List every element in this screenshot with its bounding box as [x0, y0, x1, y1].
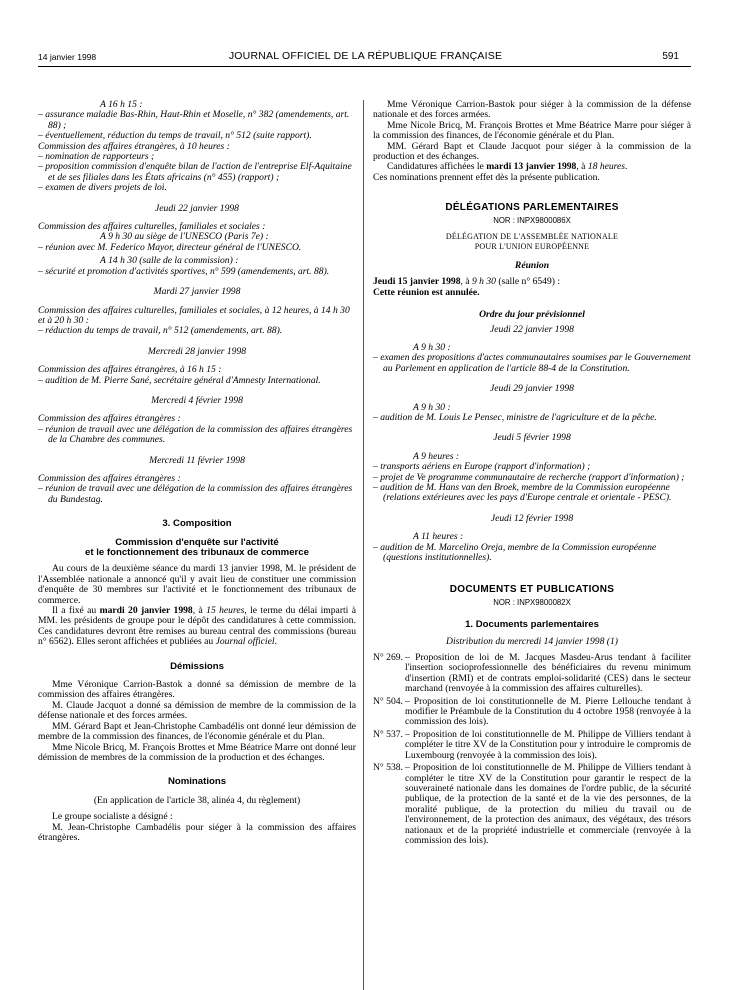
section-heading: 3. Composition	[162, 518, 232, 530]
header-rule	[38, 66, 691, 67]
agenda-list	[373, 413, 691, 423]
time-heading: A 11 heures :	[413, 531, 464, 543]
document-entry	[373, 697, 691, 728]
agenda-list	[373, 543, 691, 564]
document-entries	[373, 653, 691, 846]
document-number: N° 537.	[373, 728, 403, 740]
meeting-notice: Jeudi 15 janvier 1998, à 9 h 30 (salle n° 6549) :	[373, 276, 561, 288]
agenda-list	[38, 152, 356, 194]
paragraph: Au cours de la deuxième séance du mardi 13 janvier 1998, M. le président de l'Assemblée nationale a annoncé qu'il y avait lieu de constituer une commission d'enquête de 30 membres sur l'activité et le fonctionnement des tribunaux de commerce.	[38, 563, 356, 606]
list-item: – projet de Ve programme communautaire de recherche (rapport d'information) ;	[373, 471, 685, 483]
date-heading: Jeudi 29 janvier 1998	[490, 383, 574, 395]
header-title: JOURNAL OFFICIEL DE LA RÉPUBLIQUE FRANÇAISE	[228, 50, 503, 62]
document-entry	[373, 763, 691, 846]
commission-heading: Commission des affaires culturelles, familiales et sociales :	[38, 221, 266, 233]
date-heading: Jeudi 12 février 1998	[490, 512, 574, 524]
header-page-number: 591	[662, 51, 679, 62]
paragraph-list	[38, 680, 356, 763]
list-item: MM. Gérard Bapt et Jean-Christophe Cambadélis ont donné leur démission de membre de la commission des finances, de l'économie générale et du Plan.	[38, 720, 356, 743]
paragraph: Il a fixé au mardi 20 janvier 1998, à 15 heures, le terme du délai imparti à MM. les présidents de groupe pour le dépôt des candidatures à cette commission. Ces candidatures devront être remises au bureau central des commissions (bureau n° 6562). Elles seront affichées et publiées au Journal officiel.	[38, 605, 356, 648]
subsection-heading: Ordre du jour prévisionnel	[479, 309, 585, 321]
date-heading: Mercredi 28 janvier 1998	[147, 345, 247, 357]
regulation-note: (En application de l'article 38, alinéa 4, du règlement)	[93, 794, 301, 806]
document-description: – Proposition de loi constitutionnelle de M. Philippe de Villiers tendant à compléter le titre XV de la Constitution pour y introduire le compromis de Luxembourg (renvoyée à la commission des lois).	[405, 728, 691, 761]
commission-heading: Commission des affaires étrangères :	[38, 472, 181, 484]
agenda-list	[38, 326, 356, 336]
commission-heading: Commission des affaires culturelles, familiales et sociales, à 12 heures, à 14 h 30 et à 20 h 30 :	[38, 304, 350, 326]
section-heading: DÉLÉGATIONS PARLEMENTAIRES	[445, 202, 619, 214]
delegation-name: DÉLÉGATION DE L'ASSEMBLÉE NATIONALE	[445, 232, 619, 242]
document-number: N° 504.	[373, 695, 403, 707]
list-item: Mme Véronique Carrion-Bastok a donné sa démission de membre de la commission des affaires étrangères.	[38, 679, 356, 701]
right-column	[373, 100, 691, 846]
subsection-heading: 1. Documents parlementaires	[465, 619, 599, 631]
meeting-cancelled: Cette réunion est annulée.	[373, 286, 480, 298]
date-heading: Jeudi 22 janvier 1998	[155, 202, 239, 214]
time-heading: A 9 heures :	[413, 450, 460, 462]
document-description: – Proposition de loi de M. Jacques Masdeu-Arus tendant à faciliter l'insertion socioprofessionnelle des bénéficiaires du revenu minimum d'insertion (RMI) et de contrats emploi-solidarité (CES) dans le secteur marchand (renvoyée à la commission des affaires culturelles).	[405, 652, 691, 695]
list-item: MM. Gérard Bapt et Claude Jacquot pour siéger à la commission de la production et des échanges.	[373, 140, 691, 163]
agenda-list	[38, 110, 356, 141]
header-date: 14 janvier 1998	[38, 52, 97, 62]
nor-reference: NOR : INPX9800086X	[493, 215, 571, 225]
list-item: – transports aériens en Europe (rapport d'information) ;	[373, 461, 591, 473]
time-heading: A 16 h 15 :	[100, 99, 143, 110]
list-item: – proposition commission d'enquête bilan de l'action de l'entreprise Elf-Aquitaine et de ses filiales dans les États africains (n° 455) (rapport) ;	[38, 161, 352, 183]
list-item: – réunion avec M. Federico Mayor, directeur général de l'UNESCO.	[38, 241, 302, 253]
agenda-list	[38, 425, 356, 446]
paragraph-list	[38, 812, 356, 843]
subsection-heading: Réunion	[514, 259, 550, 271]
subsection-heading: Nominations	[167, 776, 227, 788]
list-item: – audition de M. Hans van den Broek, membre de la Commission européenne (relations extérieures avec les pays d'Europe centrale et orientale - PESC).	[373, 481, 672, 504]
commission-heading: Commission des affaires étrangères, à 16 h 15 :	[38, 364, 222, 376]
document-entry	[373, 653, 691, 695]
list-item: – audition de M. Louis Le Pensec, ministre de l'agriculture et de la pêche.	[373, 411, 657, 423]
subsection-title: Commission d'enquête sur l'activité	[115, 536, 279, 548]
list-item: Mme Nicole Bricq, M. François Brottes et Mme Béatrice Marre pour siéger à la commission des finances, de l'économie générale et du Plan.	[373, 119, 691, 142]
delegation-name: POUR L'UNION EUROPÉENNE	[474, 242, 590, 252]
list-item: – réduction du temps de travail, n° 512 (amendements, art. 88).	[38, 325, 283, 337]
list-item: – réunion de travail avec une délégation de la commission des affaires étrangères du Bundestag.	[38, 483, 353, 505]
agenda-list	[38, 484, 356, 505]
subsection-title: et le fonctionnement des tribunaux de commerce	[85, 547, 309, 558]
document-number: N° 538.	[373, 762, 403, 774]
list-item: M. Jean-Christophe Cambadélis pour siéger à la commission des affaires étrangères.	[38, 821, 356, 843]
list-item: Mme Nicole Bricq, M. François Brottes et Mme Béatrice Marre ont donné leur démission de membres de la commission de la production et des échanges.	[38, 741, 356, 763]
time-heading: A 9 h 30 :	[413, 341, 451, 353]
list-item: M. Claude Jacquot a donné sa démission de membre de la commission de la défense nationale et des forces armées.	[38, 699, 356, 722]
section-heading: DOCUMENTS ET PUBLICATIONS	[449, 584, 615, 596]
time-heading: A 14 h 30 (salle de la commission) :	[100, 255, 239, 267]
subsection-heading: Démissions	[170, 660, 224, 672]
date-heading: Mardi 27 janvier 1998	[153, 286, 241, 298]
time-heading: A 9 h 30 :	[413, 401, 451, 413]
list-item: – réunion de travail avec une délégation de la commission des affaires étrangères de la Chambre des communes.	[38, 423, 353, 446]
agenda-list	[38, 267, 356, 277]
list-item: – audition de M. Pierre Sané, secrétaire général d'Amnesty International.	[38, 374, 321, 386]
list-item: – examen de divers projets de loi.	[38, 182, 167, 194]
nor-reference: NOR : INPX9800082X	[493, 597, 571, 607]
list-item: – examen des propositions d'actes communautaires soumises par le Gouvernement au Parlement en application de l'article 88-4 de la Constitution.	[373, 352, 691, 374]
left-column	[38, 100, 356, 843]
distribution-heading: Distribution du mercredi 14 janvier 1998 (1)	[446, 635, 618, 647]
commission-heading: Commission des affaires étrangères :	[38, 413, 181, 425]
list-item: Le groupe socialiste a désigné :	[52, 811, 173, 823]
list-item: Mme Véronique Carrion-Bastok pour siéger à la commission de la défense nationale et des forces armées.	[373, 99, 691, 121]
date-heading: Jeudi 5 février 1998	[493, 432, 571, 444]
date-heading: Mercredi 11 février 1998	[149, 454, 245, 466]
agenda-list	[373, 353, 691, 374]
list-item: – audition de M. Marcelino Oreja, membre de la Commission européenne (questions institutionnelles).	[373, 541, 657, 563]
document-description: – Proposition de loi constitutionnelle de M. Pierre Lellouche tendant à modifier le Préambule de la Constitution du 4 octobre 1958 (renvoyée à la commission des lois).	[405, 695, 691, 728]
agenda-list	[373, 462, 691, 504]
column-divider	[363, 100, 364, 990]
date-heading: Mercredi 4 février 1998	[151, 394, 243, 406]
agenda-list	[38, 243, 356, 253]
paragraph: Ces nominations prennent effet dès la présente publication.	[373, 171, 600, 183]
commission-heading: Commission des affaires étrangères, à 10 heures :	[38, 140, 230, 152]
paragraph: Candidatures affichées le mardi 13 janvier 1998, à 18 heures.	[387, 161, 628, 173]
list-item: – éventuellement, réduction du temps de travail, n° 512 (suite rapport).	[38, 130, 312, 142]
document-number: N° 269.	[373, 652, 403, 664]
list-item: – assurance maladie Bas-Rhin, Haut-Rhin et Moselle, n° 382 (amendements, art. 88) ;	[38, 109, 350, 131]
date-heading: Jeudi 22 janvier 1998	[490, 323, 574, 335]
document-entry	[373, 730, 691, 761]
paragraph-list	[373, 100, 691, 162]
list-item: – nomination de rapporteurs ;	[38, 151, 155, 163]
document-description: – Proposition de loi constitutionnelle de M. Philippe de Villiers tendant à compléter le titre XV de la Constitution pour garantir le respect de la souveraineté nationale dans les domaines de l'ordre public, de la sécurité publique, de la protection de la santé et de la vie des personnes, de la moralité publique, de la protection du milieu du travail ou de l'environnement, de la protection des animaux, des végétaux, des trésors nationaux et de la propriété industrielle et commerciale (renvoyée à la commission des lois).	[405, 762, 691, 846]
agenda-list	[38, 376, 356, 386]
list-item: – sécurité et promotion d'activités sportives, n° 599 (amendements, art. 88).	[38, 265, 330, 277]
time-heading: A 9 h 30 au siège de l'UNESCO (Paris 7e) :	[100, 231, 269, 243]
